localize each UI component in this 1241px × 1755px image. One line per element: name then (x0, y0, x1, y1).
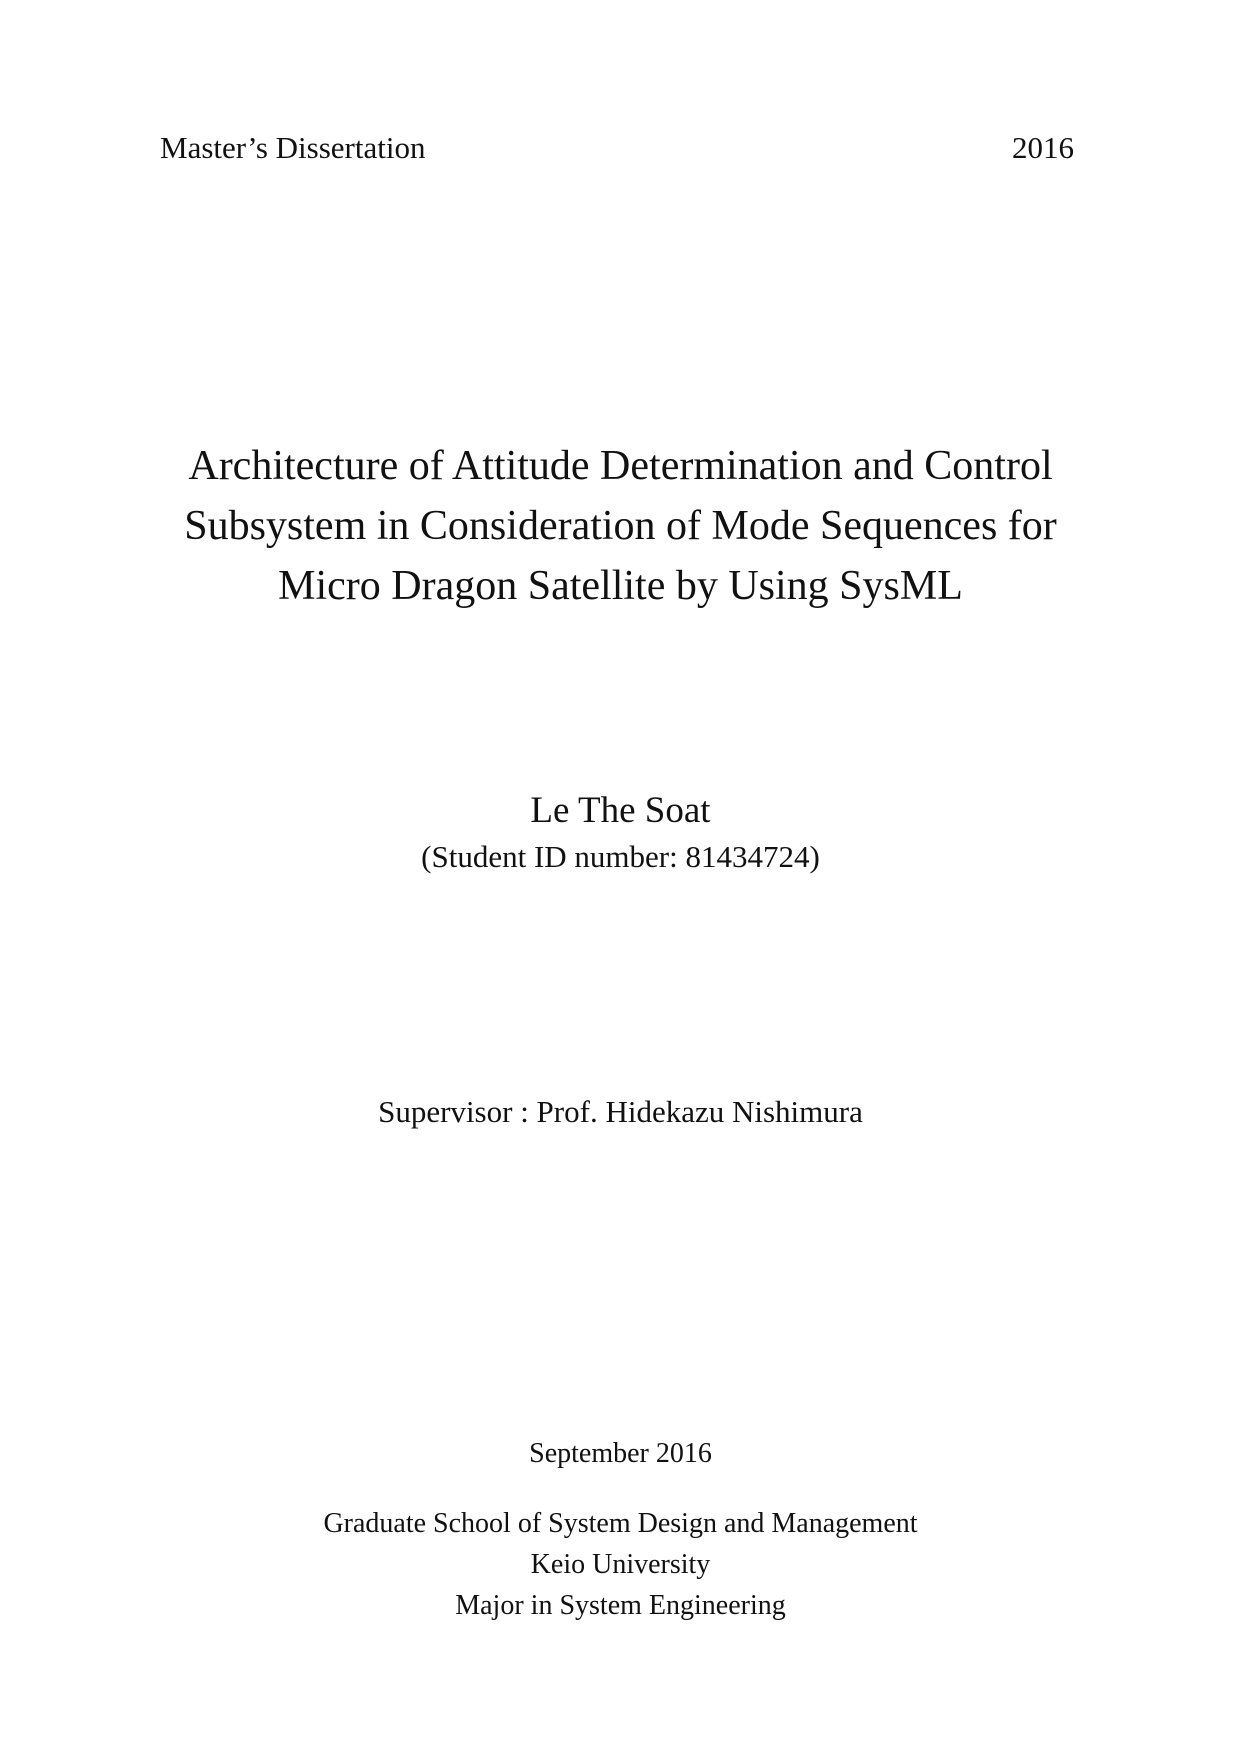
affiliation-block (0, 1503, 1241, 1626)
author-name: Le The Soat (530, 790, 711, 831)
affiliation-university: Keio University (530, 1549, 711, 1580)
document-type-label: Master’s Dissertation (160, 130, 426, 165)
document-year-label: 2016 (1012, 130, 1074, 165)
title-line-2: Subsystem in Consideration of Mode Sequences for (184, 503, 1057, 549)
dissertation-title (0, 436, 1241, 616)
affiliation-major: Major in System Engineering (455, 1590, 786, 1621)
affiliation-school: Graduate School of System Design and Management (323, 1508, 918, 1539)
submission-date: September 2016 (529, 1438, 712, 1469)
author-block (0, 788, 1241, 880)
student-id: (Student ID number: 81434724) (421, 839, 820, 874)
title-line-3: Micro Dragon Satellite by Using SysML (278, 563, 963, 609)
supervisor-line: Supervisor : Prof. Hidekazu Nishimura (378, 1094, 863, 1129)
title-line-1: Architecture of Attitude Determination and Control (188, 443, 1053, 489)
